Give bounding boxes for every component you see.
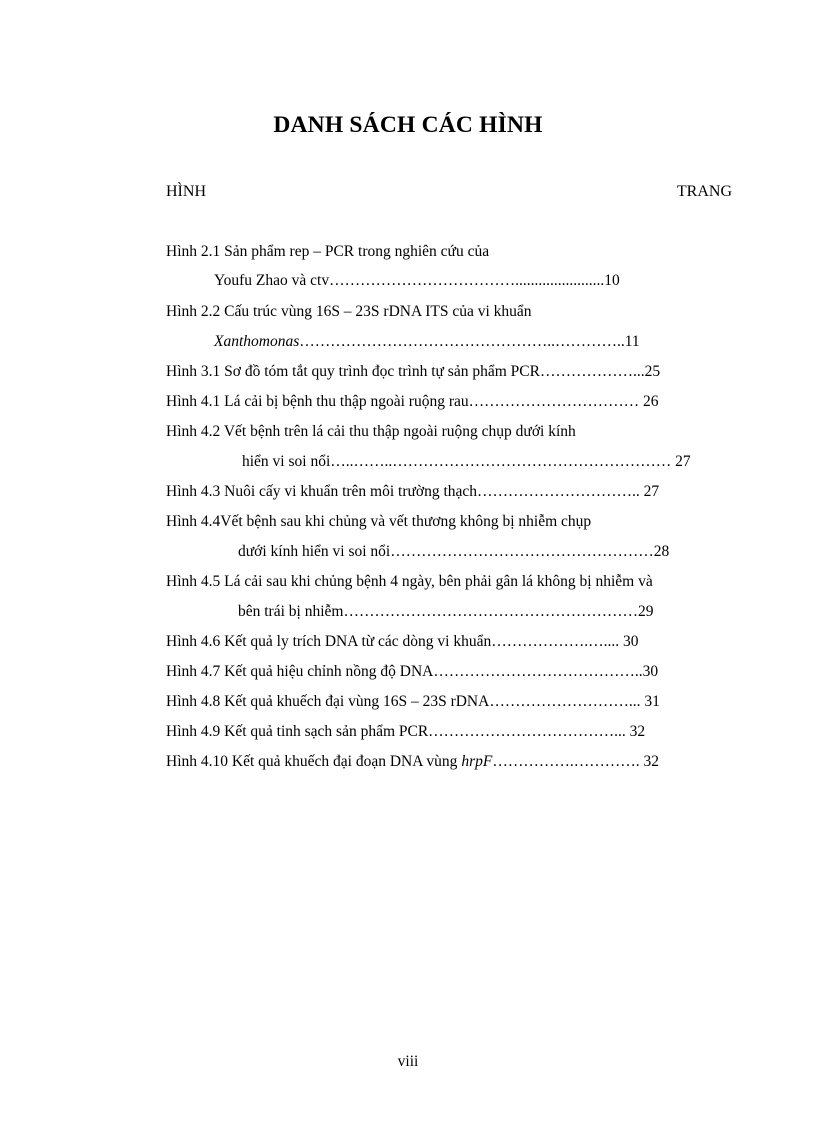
column-header-figure: HÌNH xyxy=(166,183,206,200)
list-item: Hình 4.8 Kết quả khuếch đại vùng 16S – 23S rDNA………………………... 31 xyxy=(166,693,660,710)
page-title: DANH SÁCH CÁC HÌNH xyxy=(273,112,543,138)
column-header-page: TRANG xyxy=(676,183,732,200)
list-item: hiển vi soi nổi…..……..……………………………………………… 27 xyxy=(242,453,691,470)
list-item: Hình 4.5 Lá cải sau khi chủng bệnh 4 ngày, bên phải gân lá không bị nhiễm và xyxy=(166,573,653,590)
list-item: Xanthomonas…………………………………………..…………..11 xyxy=(214,333,640,350)
list-item: Youfu Zhao và ctv……………………………….......................10 xyxy=(214,272,620,289)
list-item: Hình 2.1 Sản phẩm rep – PCR trong nghiên cứu của xyxy=(166,243,490,260)
list-item: Hình 4.2 Vết bệnh trên lá cải thu thập ngoài ruộng chụp dưới kính xyxy=(166,423,576,440)
list-item: Hình 4.3 Nuôi cấy vi khuẩn trên môi trường thạch………………………….. 27 xyxy=(166,483,660,500)
list-item: Hình 4.10 Kết quả khuếch đại đoạn DNA vùng hrpF…………….…………. 32 xyxy=(166,753,659,770)
page-number: viii xyxy=(397,1053,419,1070)
list-item: Hình 4.6 Kết quả ly trích DNA từ các dòng vi khuẩn……………….….... 30 xyxy=(166,633,639,650)
list-item: Hình 4.1 Lá cải bị bệnh thu thập ngoài ruộng rau…………………………… 26 xyxy=(166,393,659,410)
list-item: dưới kính hiển vi soi nổi……………………………………………28 xyxy=(238,543,670,560)
list-item: Hình 4.4Vết bệnh sau khi chủng và vết thương không bị nhiễm chụp xyxy=(166,513,592,530)
list-item: bên trái bị nhiễm…………………………………………………29 xyxy=(238,603,654,620)
list-item: Hình 2.2 Cấu trúc vùng 16S – 23S rDNA ITS của vi khuẩn xyxy=(166,303,532,320)
list-item: Hình 3.1 Sơ đồ tóm tắt quy trình đọc trình tự sản phẩm PCR………………...25 xyxy=(166,363,661,380)
list-item: Hình 4.9 Kết quả tinh sạch sản phẩm PCR………………………………... 32 xyxy=(166,723,646,740)
list-item: Hình 4.7 Kết quả hiệu chỉnh nồng độ DNA…………………………………..30 xyxy=(166,663,659,680)
